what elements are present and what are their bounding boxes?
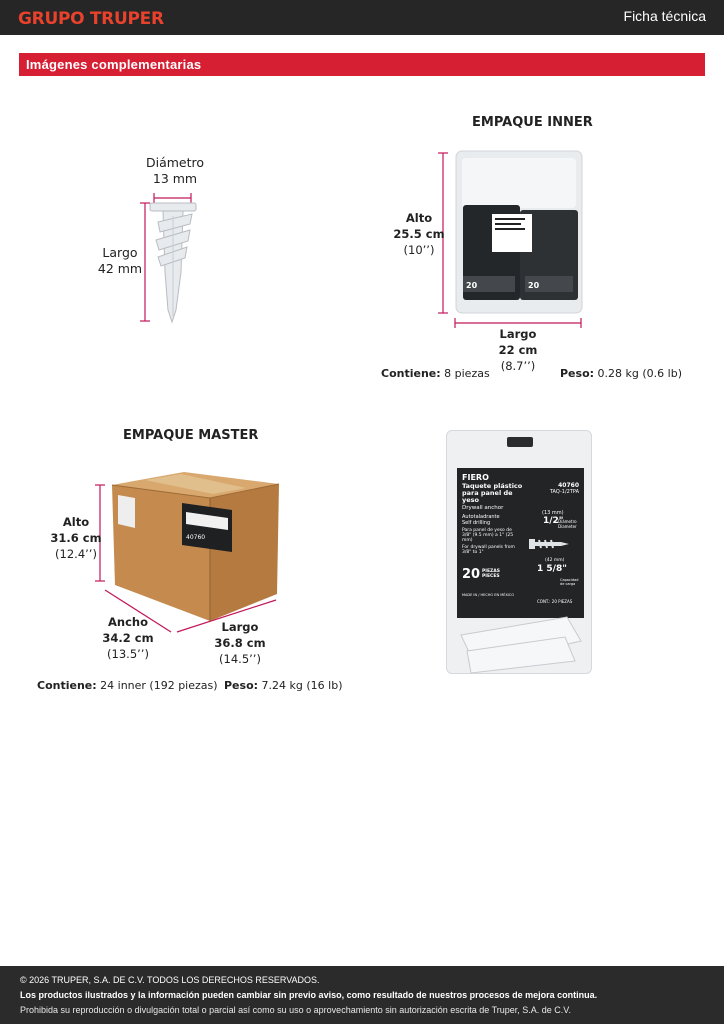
label-capacity: Capacidad de carga bbox=[560, 578, 579, 586]
svg-text:20: 20 bbox=[466, 281, 478, 290]
master-contains-label: Contiene: bbox=[37, 679, 97, 692]
inner-height-imperial: (10’’) bbox=[403, 243, 435, 257]
master-height-value: 31.6 cm bbox=[50, 531, 102, 545]
inner-height-value: 25.5 cm bbox=[393, 227, 445, 241]
footer-copyright: © 2026 TRUPER, S.A. DE C.V. TODOS LOS DERECHOS RESERVADOS. bbox=[20, 975, 320, 985]
label-origin: MADE IN / HECHO EN MÉXICO bbox=[462, 593, 515, 597]
master-height-imperial: (12.4’’) bbox=[55, 547, 97, 561]
label-qty: 20 bbox=[462, 567, 481, 582]
label-count: CONT.: 20 PIEZAS bbox=[537, 599, 573, 604]
hang-hole bbox=[507, 437, 533, 447]
svg-text:40760: 40760 bbox=[186, 534, 206, 541]
master-width-value: 34.2 cm bbox=[102, 631, 154, 645]
label-model: TAQ-1/2TPA bbox=[549, 489, 579, 495]
footer-notice: Los productos ilustrados y la información pueden cambiar sin previo aviso, como resultado de nuestros procesos de mejora continua. bbox=[20, 990, 598, 1000]
label-brand: FIERO bbox=[462, 473, 489, 482]
label-code: 40760 bbox=[558, 482, 579, 489]
section-title: Imágenes complementarias bbox=[26, 57, 202, 72]
master-weight bbox=[224, 679, 342, 692]
label-name-es: Taquete plástico para panel de yeso bbox=[462, 482, 523, 504]
package-contents bbox=[447, 617, 593, 677]
label-use-es: Para panel de yeso de 3/8" (9.5 mm) a 1" (25 mm) bbox=[462, 528, 514, 543]
label-len-in: 1 5/8" bbox=[537, 564, 567, 574]
diameter-title: Diámetro bbox=[145, 155, 205, 170]
label-feature-en: Self drilling bbox=[462, 520, 491, 526]
master-height-label bbox=[48, 514, 104, 562]
inner-length-title: Largo bbox=[499, 327, 537, 341]
master-length-value: 36.8 cm bbox=[214, 636, 266, 650]
diameter-value: 13 mm bbox=[152, 171, 198, 186]
label-feature-es: Autotaladrante bbox=[462, 514, 500, 520]
svg-text:20: 20 bbox=[528, 281, 540, 290]
inner-weight-value: 0.28 kg (0.6 lb) bbox=[597, 367, 682, 380]
inner-length-imperial: (8.7’’) bbox=[500, 359, 536, 373]
document-type: Ficha técnica bbox=[623, 8, 706, 24]
master-width-title: Ancho bbox=[108, 615, 148, 629]
master-width-imperial: (13.5’’) bbox=[107, 647, 149, 661]
label-use-en: For drywall panels from 3/8" to 1" bbox=[462, 545, 515, 555]
footer bbox=[0, 966, 724, 1024]
length-value: 42 mm bbox=[97, 261, 143, 276]
label-diam-mm: (13 mm) bbox=[542, 510, 564, 516]
master-height-title: Alto bbox=[62, 515, 90, 529]
label-qty-unit: PIEZAS PIECES bbox=[482, 569, 501, 579]
label-len-mm: (42 mm) bbox=[545, 558, 565, 563]
inner-contains-value: 8 piezas bbox=[444, 367, 490, 380]
retail-package bbox=[446, 430, 592, 674]
master-contains-value: 24 inner (192 piezas) bbox=[100, 679, 218, 692]
inner-weight-label: Peso: bbox=[560, 367, 595, 380]
master-width-label bbox=[98, 614, 158, 662]
label-diam-in: 1/2" bbox=[543, 516, 564, 526]
length-title: Largo bbox=[102, 245, 138, 260]
footer-prohibition: Prohibida su reproducción o divulgación total o parcial así como su uso o aprovechamiento sin autorización escrita de Truper, S.A. de C.V. bbox=[20, 1005, 571, 1015]
inner-length-value: 22 cm bbox=[498, 343, 538, 357]
inner-contains-label: Contiene: bbox=[381, 367, 441, 380]
master-pack-title: EMPAQUE MASTER bbox=[123, 428, 259, 443]
inner-height-title: Alto bbox=[405, 211, 433, 225]
label-name-en: Drywall anchor bbox=[462, 505, 504, 511]
label-diam-caption: Diámetro Diameter bbox=[558, 519, 577, 529]
anchor-side-icon bbox=[529, 534, 569, 554]
master-length-imperial: (14.5’’) bbox=[219, 652, 261, 666]
master-length-title: Largo bbox=[221, 620, 259, 634]
master-contains bbox=[37, 679, 218, 692]
brand-logo: GRUPO TRUPER bbox=[18, 9, 164, 29]
package-label bbox=[457, 468, 584, 618]
master-length-label bbox=[210, 619, 270, 667]
master-weight-value: 7.24 kg (16 lb) bbox=[261, 679, 343, 692]
inner-pack-title: EMPAQUE INNER bbox=[472, 115, 593, 130]
master-weight-label: Peso: bbox=[224, 679, 259, 692]
